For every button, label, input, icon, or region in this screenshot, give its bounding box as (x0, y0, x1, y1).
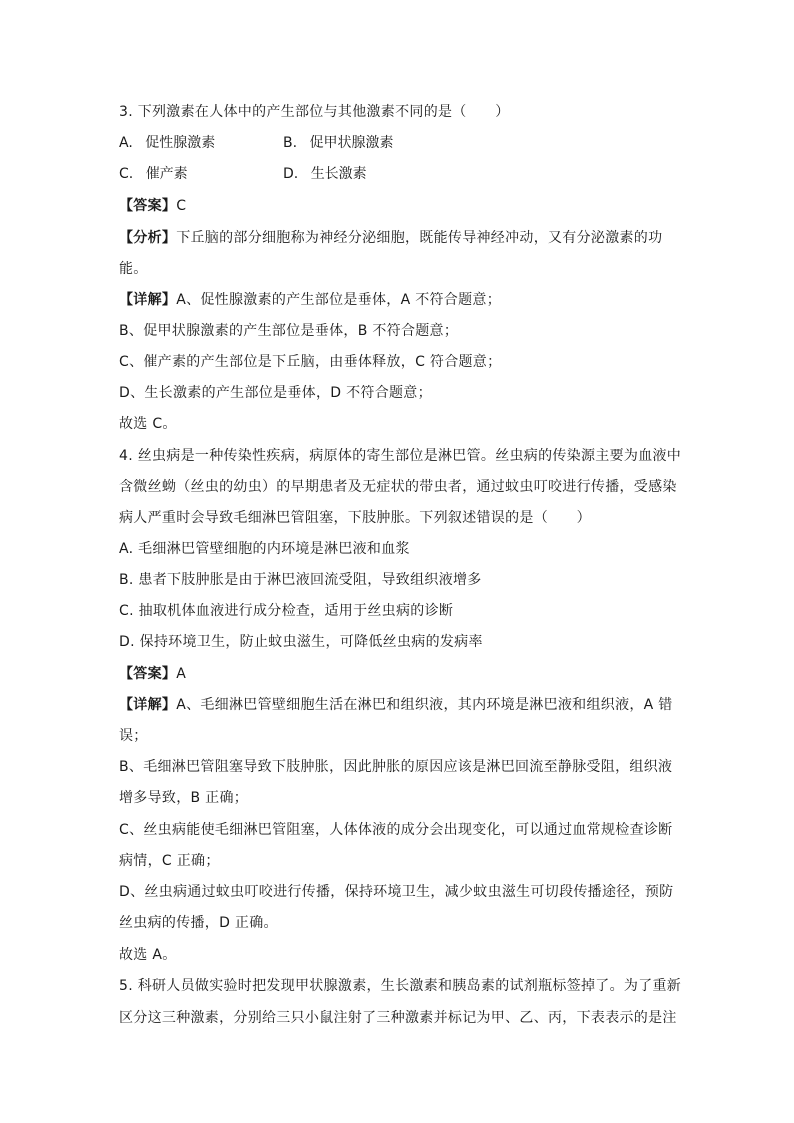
q3-option-c[interactable] (119, 164, 188, 184)
q4-detail-line: 丝虫病的传播，D 正确。 (119, 915, 278, 931)
q4-option-c[interactable]: C. 抽取机体血液进行成分检查，适用于丝虫病的诊断 (119, 603, 454, 619)
q3-detail-line: C、催产素的产生部位是下丘脑，由垂体释放，C 符合题意； (119, 354, 502, 370)
q3-option-d-letter: D. (283, 166, 299, 182)
q4-detail-line: C、丝虫病能使毛细淋巴管阻塞，人体体液的成分会出现变化，可以通过血常规检查诊断 (119, 822, 673, 838)
q4-detail-line: 误； (119, 728, 148, 744)
q3-option-b[interactable] (283, 133, 394, 153)
q4-option-b[interactable]: B. 患者下肢肿胀是由于淋巴液回流受阻，导致组织液增多 (119, 572, 482, 588)
q3-option-a-text: 促性腺激素 (145, 135, 216, 151)
q4-conclusion: 故选 A。 (119, 947, 177, 963)
q3-option-c-letter: C. (119, 166, 134, 182)
q4-detail-line: 增多导致，B 正确； (119, 790, 249, 806)
q4-stem-line: 含微丝蚴（丝虫的幼虫）的早期患者及无症状的带虫者，通过蚊虫叮咬进行传播，受感染 (119, 479, 677, 495)
q5-stem-line: 区分这三种激素，分别给三只小鼠注射了三种激素并标记为甲、乙、丙，下表表示的是注 (119, 1010, 677, 1026)
q3-answer-label: 【答案】 (119, 198, 177, 214)
q3-conclusion: 故选 C。 (119, 416, 177, 432)
q3-option-d-text: 生长激素 (310, 166, 367, 182)
q3-option-a[interactable] (119, 133, 215, 153)
q3-detail-line: B、促甲状腺激素的产生部位是垂体，B 不符合题意； (119, 323, 459, 339)
q3-option-b-letter: B. (283, 135, 298, 151)
q4-option-a[interactable]: A. 毛细淋巴管壁细胞的内环境是淋巴液和血浆 (119, 541, 410, 557)
q4-stem-line: 病人严重时会导致毛细淋巴管阻塞，下肢肿胀。下列叙述错误的是（ ） (119, 510, 591, 526)
q3-option-a-letter: A. (119, 135, 133, 151)
q4-detail-label: 【详解】 (119, 697, 177, 713)
q4-detail-line: 病情，C 正确； (119, 853, 220, 869)
q3-answer-value: C (176, 198, 187, 214)
q5-stem-line: 5. 科研人员做实验时把发现甲状腺激素，生长激素和胰岛素的试剂瓶标签掉了。为了重新 (119, 978, 682, 994)
q4-answer-label: 【答案】 (119, 666, 177, 682)
q4-detail-line: B、毛细淋巴管阻塞导致下肢肿胀，因此肿胀的原因应该是淋巴回流至静脉受阻，组织液 (119, 759, 673, 775)
q3-option-b-text: 促甲状腺激素 (309, 135, 394, 151)
q4-answer-value: A (176, 666, 187, 682)
q3-detail-line: D、生长激素的产生部位是垂体，D 不符合题意； (119, 385, 432, 401)
q4-detail-line (119, 695, 673, 715)
q3-stem: 3. 下列激素在人体中的产生部位与其他激素不同的是（ ） (119, 104, 510, 120)
q3-detail-line (119, 290, 501, 310)
q3-answer (119, 196, 186, 216)
q3-detail-label: 【详解】 (119, 292, 177, 308)
q4-option-d[interactable]: D. 保持环境卫生，防止蚊虫滋生，可降低丝虫病的发病率 (119, 634, 483, 650)
q3-detail-text: A、促性腺激素的产生部位是垂体，A 不符合题意； (176, 292, 502, 308)
q4-detail-text: A、毛细淋巴管壁细胞生活在淋巴和组织液，其内环境是淋巴液和组织液，A 错 (176, 697, 673, 713)
q3-analysis (119, 228, 662, 248)
q3-analysis-text: 下丘脑的部分细胞称为神经分泌细胞，既能传导神经冲动，又有分泌激素的功 (176, 230, 663, 246)
q4-answer (119, 664, 186, 684)
q3-option-c-text: 催产素 (145, 166, 188, 182)
q4-detail-line: D、丝虫病通过蚊虫叮咬进行传播，保持环境卫生，减少蚊虫滋生可切段传播途径，预防 (119, 884, 674, 900)
q4-stem-line: 4. 丝虫病是一种传染性疾病，病原体的寄生部位是淋巴管。丝虫病的传染源主要为血液中 (119, 448, 682, 464)
q3-analysis-cont: 能。 (119, 261, 148, 277)
q3-analysis-label: 【分析】 (119, 230, 177, 246)
q3-option-d[interactable] (283, 164, 367, 184)
